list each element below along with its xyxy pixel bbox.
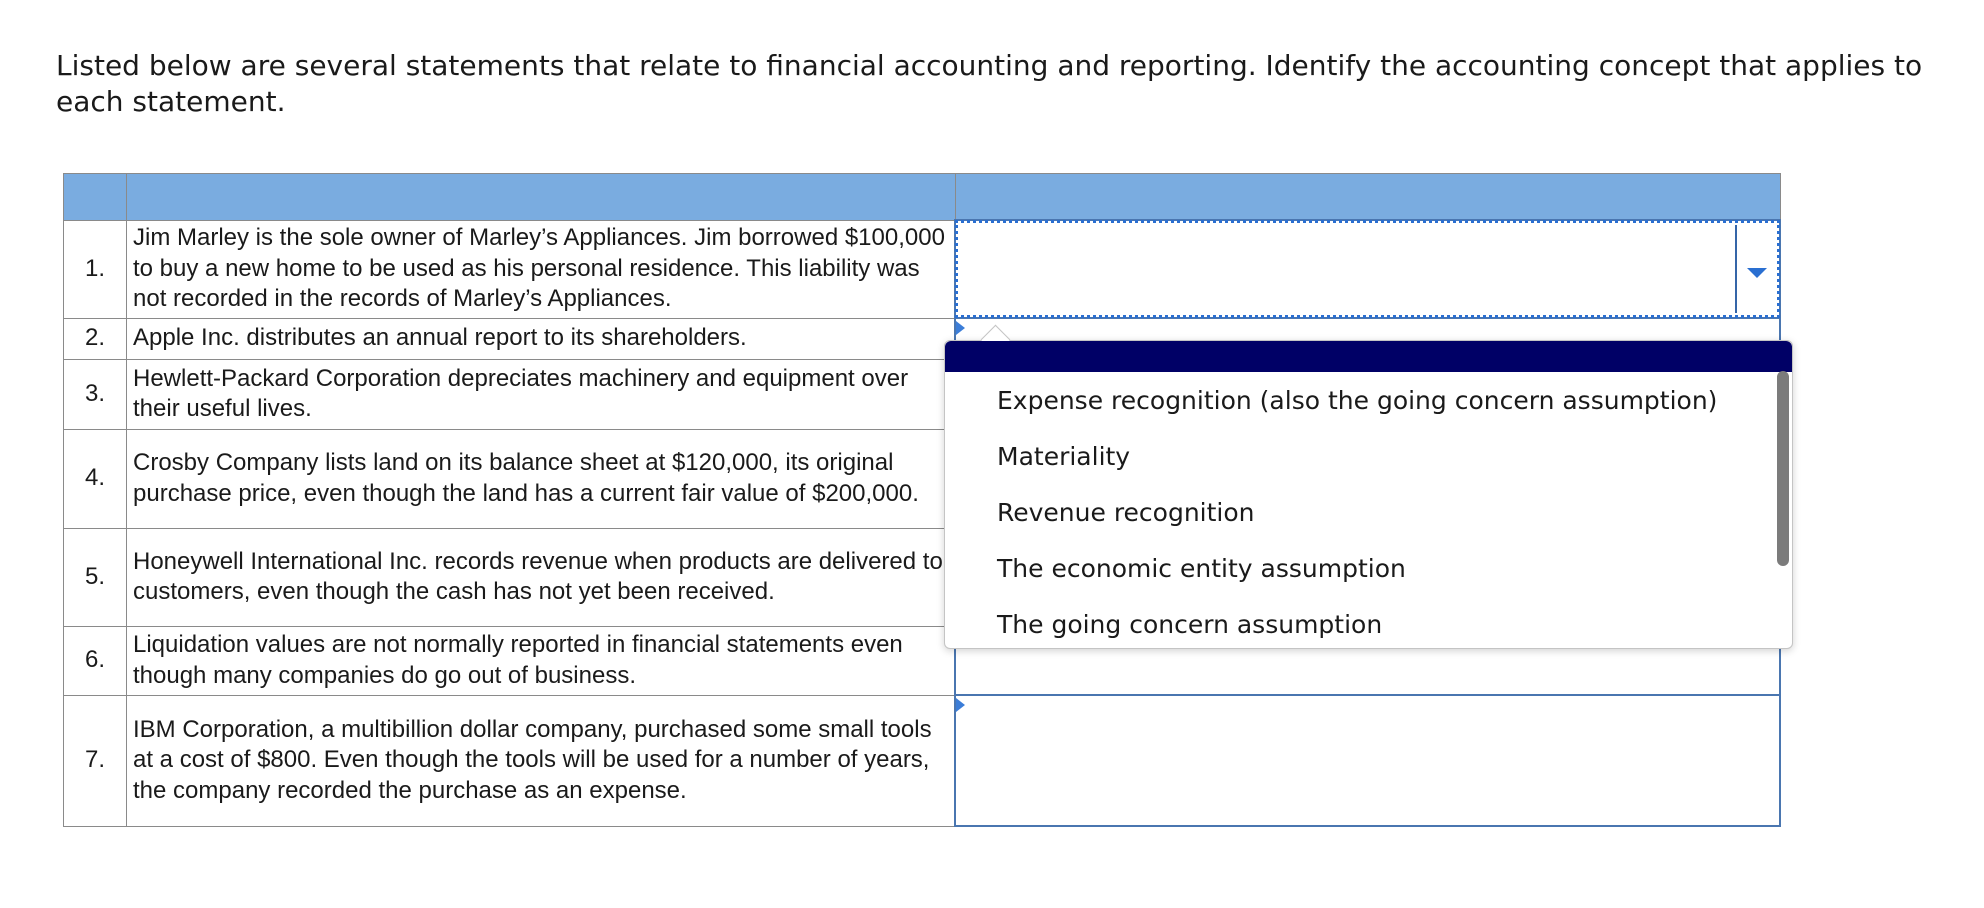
row-number: 4. <box>64 429 127 528</box>
cell-marker-icon <box>956 321 965 335</box>
statement-text: Jim Marley is the sole owner of Marley’s Appliances. Jim borrowed $100,000 to buy a new home to be used as his personal residence. This liability was not recorded in the records of Marley’s Appliances. <box>127 220 956 318</box>
dropdown-scrollbar[interactable] <box>1777 371 1789 566</box>
dropdown-option[interactable]: Materiality <box>997 442 1131 471</box>
answer-select-7[interactable] <box>955 695 1780 826</box>
table-header-row <box>64 174 1781 221</box>
statement-text: Hewlett-Packard Corporation depreciates machinery and equipment over their useful lives. <box>127 359 956 429</box>
dropdown-option[interactable]: The going concern assumption <box>997 610 1383 639</box>
statement-text: Liquidation values are not normally reported in financial statements even though many companies do go out of business. <box>127 626 956 695</box>
dropdown-option[interactable]: The economic entity assumption <box>997 554 1406 583</box>
dropdown-toggle[interactable] <box>1735 225 1773 313</box>
instructions-text: Listed below are several statements that relate to financial accounting and reporting. Identify the accounting concept that applies to each statement. <box>56 49 1923 118</box>
row-number: 2. <box>64 318 127 359</box>
concept-dropdown-menu[interactable] <box>944 340 1793 649</box>
table-row <box>64 220 1781 318</box>
dropdown-option-selected[interactable] <box>945 341 1792 372</box>
header-answer-cell <box>955 174 1780 221</box>
statement-text: Crosby Company lists land on its balance sheet at $120,000, its original purchase price, even though the land has a current fair value of $200,000. <box>127 429 956 528</box>
statement-text: Honeywell International Inc. records revenue when products are delivered to customers, even though the cash has not yet been received. <box>127 528 956 626</box>
table-row <box>64 695 1781 826</box>
row-number: 7. <box>64 695 127 826</box>
row-number: 6. <box>64 626 127 695</box>
statement-text: IBM Corporation, a multibillion dollar company, purchased some small tools at a cost of $800. Even though the tools will be used for a number of years, the company recorded the purchase as an expense. <box>127 695 956 826</box>
dropdown-option[interactable]: Expense recognition (also the going concern assumption) <box>997 386 1718 415</box>
dropdown-option[interactable]: Revenue recognition <box>997 498 1255 527</box>
cell-marker-icon <box>956 698 965 712</box>
header-num-cell <box>64 174 127 221</box>
header-statement-cell <box>127 174 956 221</box>
row-number: 3. <box>64 359 127 429</box>
row-number: 5. <box>64 528 127 626</box>
row-number: 1. <box>64 220 127 318</box>
chevron-down-icon <box>1747 268 1767 278</box>
statement-text: Apple Inc. distributes an annual report to its shareholders. <box>127 318 956 359</box>
answer-select-1[interactable] <box>955 220 1780 318</box>
